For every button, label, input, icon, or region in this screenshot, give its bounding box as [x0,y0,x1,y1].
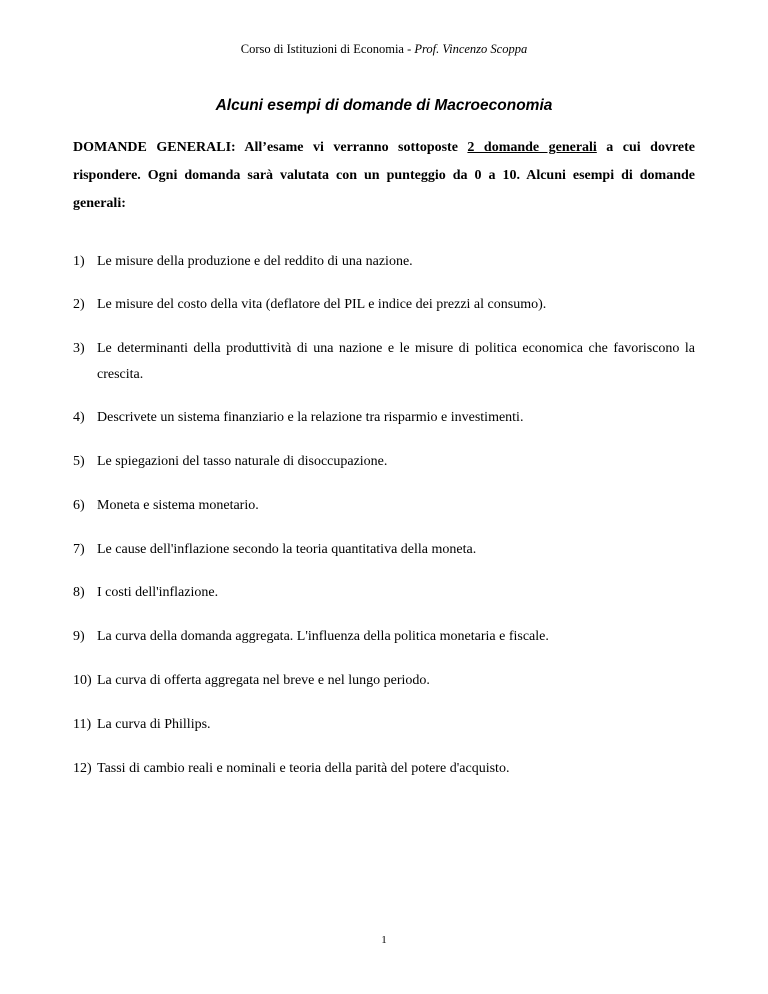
question-text: Le determinanti della produttività di una nazione e le misure di politica economica che favoriscono la crescita. [97,341,695,382]
document-title: Alcuni esempi di domande di Macroeconomia [215,97,553,114]
course-name: Corso di Istituzioni di Economia - [240,42,415,56]
question-item [73,493,695,519]
question-number: 3) [73,341,85,356]
question-number: 10) [73,673,92,688]
question-text: La curva di offerta aggregata nel breve e nel lungo periodo. [97,673,430,688]
question-item [73,405,695,431]
question-text: Moneta e sistema monetario. [97,498,259,513]
professor-name: Prof. Vincenzo Scoppa [414,42,528,56]
question-text: La curva della domanda aggregata. L'influenza della politica monetaria e fiscale. [97,629,549,644]
question-number: 9) [73,629,85,644]
page-number: 1 [381,934,387,946]
question-item [73,756,695,782]
question-number: 1) [73,254,85,269]
question-number: 6) [73,498,85,513]
question-item [73,624,695,650]
question-text: Tassi di cambio reali e nominali e teoria della parità del potere d'acquisto. [97,761,510,776]
question-item [73,712,695,738]
question-number: 11) [73,717,92,732]
question-item [73,580,695,606]
question-text: I costi dell'inflazione. [97,585,219,600]
question-number: 12) [73,761,92,776]
question-item [73,537,695,563]
intro-text-before: DOMANDE GENERALI: All’esame vi verranno sottoposte [73,140,468,155]
question-text: Le spiegazioni del tasso naturale di disoccupazione. [97,454,388,469]
intro-underlined-text: 2 domande generali [467,140,597,155]
question-text: Le misure del costo della vita (deflatore del PIL e indice dei prezzi al consumo). [97,297,547,312]
question-item [73,336,695,388]
question-text: Le misure della produzione e del reddito di una nazione. [97,254,413,269]
question-text: Descrivete un sistema finanziario e la relazione tra risparmio e investimenti. [97,410,524,425]
question-number: 4) [73,410,85,425]
question-item [73,449,695,475]
question-number: 7) [73,542,85,557]
question-item [73,292,695,318]
question-text: Le cause dell'inflazione secondo la teoria quantitativa della moneta. [97,542,477,557]
question-number: 2) [73,297,85,312]
question-number: 5) [73,454,85,469]
question-item [73,668,695,694]
question-number: 8) [73,585,85,600]
question-item [73,249,695,275]
question-text: La curva di Phillips. [97,717,211,732]
intro-text-after: a cui dovrete rispondere. Ogni domanda sarà valutata con un punteggio da 0 a 10. Alcuni esempi di domande generali: [73,140,695,211]
